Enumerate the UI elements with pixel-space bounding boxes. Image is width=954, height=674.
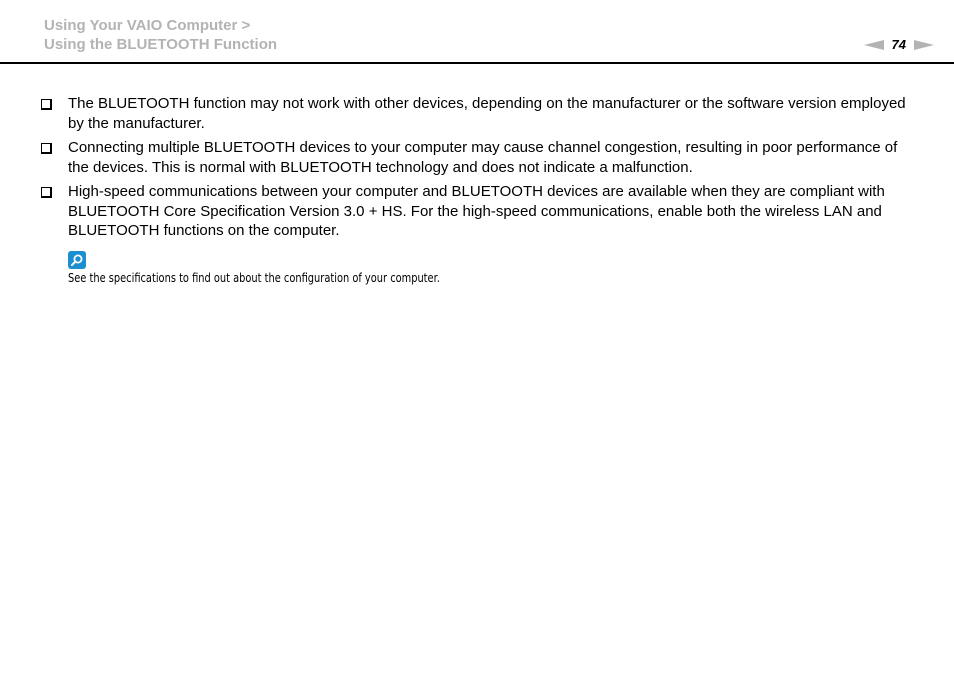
note-text: See the specifications to find out about the configuration of your computer. (68, 270, 440, 285)
page-navigation (864, 37, 934, 53)
page-number: 74 (891, 37, 906, 52)
breadcrumb-section[interactable]: Using the BLUETOOTH Function (44, 36, 278, 53)
list-item (40, 182, 920, 241)
next-page-icon[interactable] (914, 40, 934, 50)
checkbox-bullet-icon (41, 143, 52, 154)
list-item-text: The BLUETOOTH function may not work with other devices, depending on the manufacturer or the software version employed by the manufacturer. (68, 95, 906, 132)
checkbox-bullet-icon (41, 99, 52, 110)
page-header (0, 0, 954, 64)
list-item (40, 94, 920, 133)
checkbox-bullet-icon (41, 187, 52, 198)
breadcrumb-chapter[interactable]: Using Your VAIO Computer > (44, 17, 251, 34)
previous-page-icon[interactable] (864, 40, 884, 50)
magnifier-icon (68, 251, 86, 269)
list-item-text: High-speed communications between your computer and BLUETOOTH devices are available when they are compliant with BLUETOOTH Core Specification Version 3.0 + HS. For the high-speed communications, enable both the wireless LAN and BLUETOOTH functions on the computer. (68, 183, 885, 239)
breadcrumb (44, 16, 277, 54)
list-item (40, 138, 920, 177)
list-item-text: Connecting multiple BLUETOOTH devices to your computer may cause channel congestion, resulting in poor performance of the devices. This is normal with BLUETOOTH technology and does not indicate a malfunction. (68, 139, 898, 176)
note-block (68, 251, 920, 286)
main-content (40, 94, 920, 286)
